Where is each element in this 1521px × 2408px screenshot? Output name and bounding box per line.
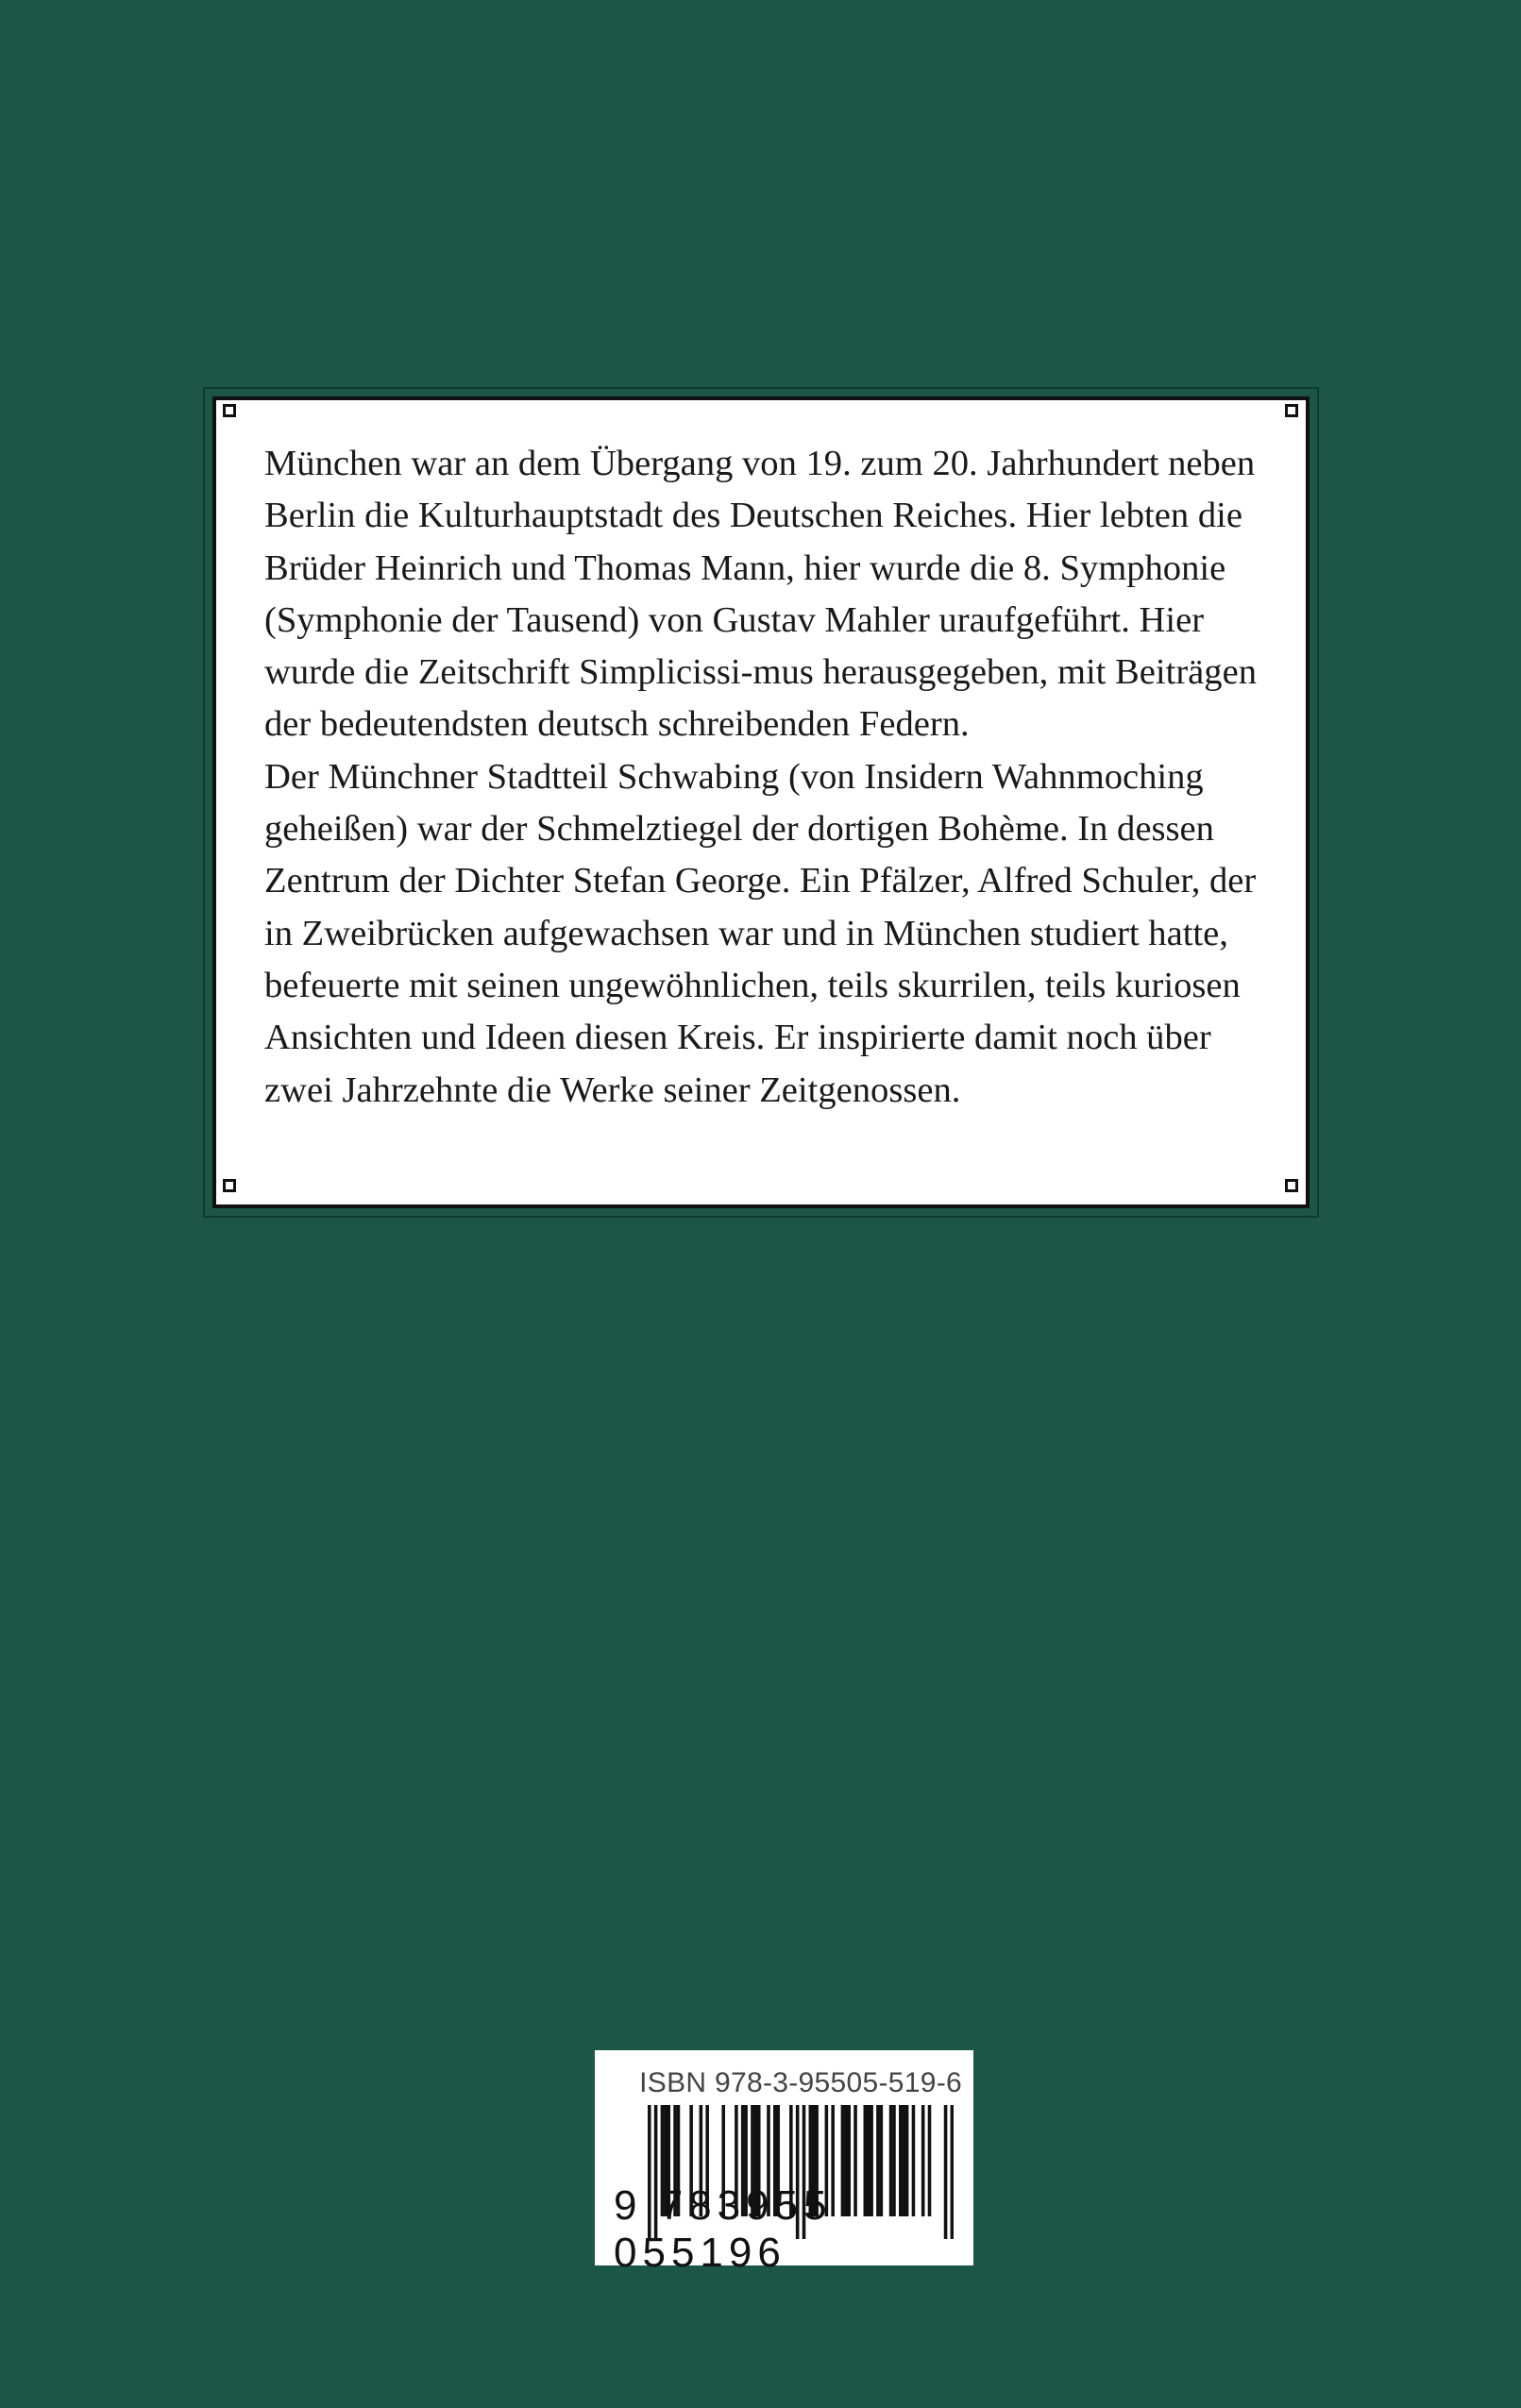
frame-corner-ornament-bottom-left — [223, 1179, 236, 1192]
frame-corner-ornament-top-left — [223, 404, 236, 417]
ean-digits: 9 783955 055196 — [614, 2182, 833, 2276]
frame-corner-ornament-bottom-right — [1285, 1179, 1298, 1192]
isbn-label: ISBN 978-3-95505-519-6 — [639, 2067, 962, 2098]
blurb-paragraph-2: Der Münchner Stadtteil Schwabing (von Insidern Wahnmoching geheißen) war der Schmelztiegel der dortigen Bohème. In dessen Zentrum der Dichter Stefan George. Ein Pfälzer, Alfred Schuler, der in Zweibrücken aufgewachsen war und in München studiert hatte, befeuerte mit seinen ungewöhnlichen, teils skurrilen, teils kuriosen Ansichten und Ideen diesen Kreis. Er inspirierte damit noch über zwei Jahrzehnte die Werke seiner Zeitgenossen. — [264, 756, 1257, 1110]
frame-corner-ornament-top-right — [1285, 404, 1298, 417]
blurb-paragraph-1: München war an dem Übergang von 19. zum 20. Jahrhundert neben Berlin die Kulturhauptstadt des Deutschen Reiches. Hier lebten die Brüder Heinrich und Thomas Mann, hier wurde die 8. Symphonie (Symphonie der Tausend) von Gustav Mahler uraufgeführt. Hier wurde die Zeitschrift Simplicissi-mus herausgegeben, mit Beiträgen der bedeutendsten deutsch schreibenden Federn. — [264, 444, 1257, 745]
blurb-text — [264, 438, 1277, 1117]
blurb-frame — [212, 396, 1310, 1208]
isbn-barcode — [595, 2050, 973, 2276]
